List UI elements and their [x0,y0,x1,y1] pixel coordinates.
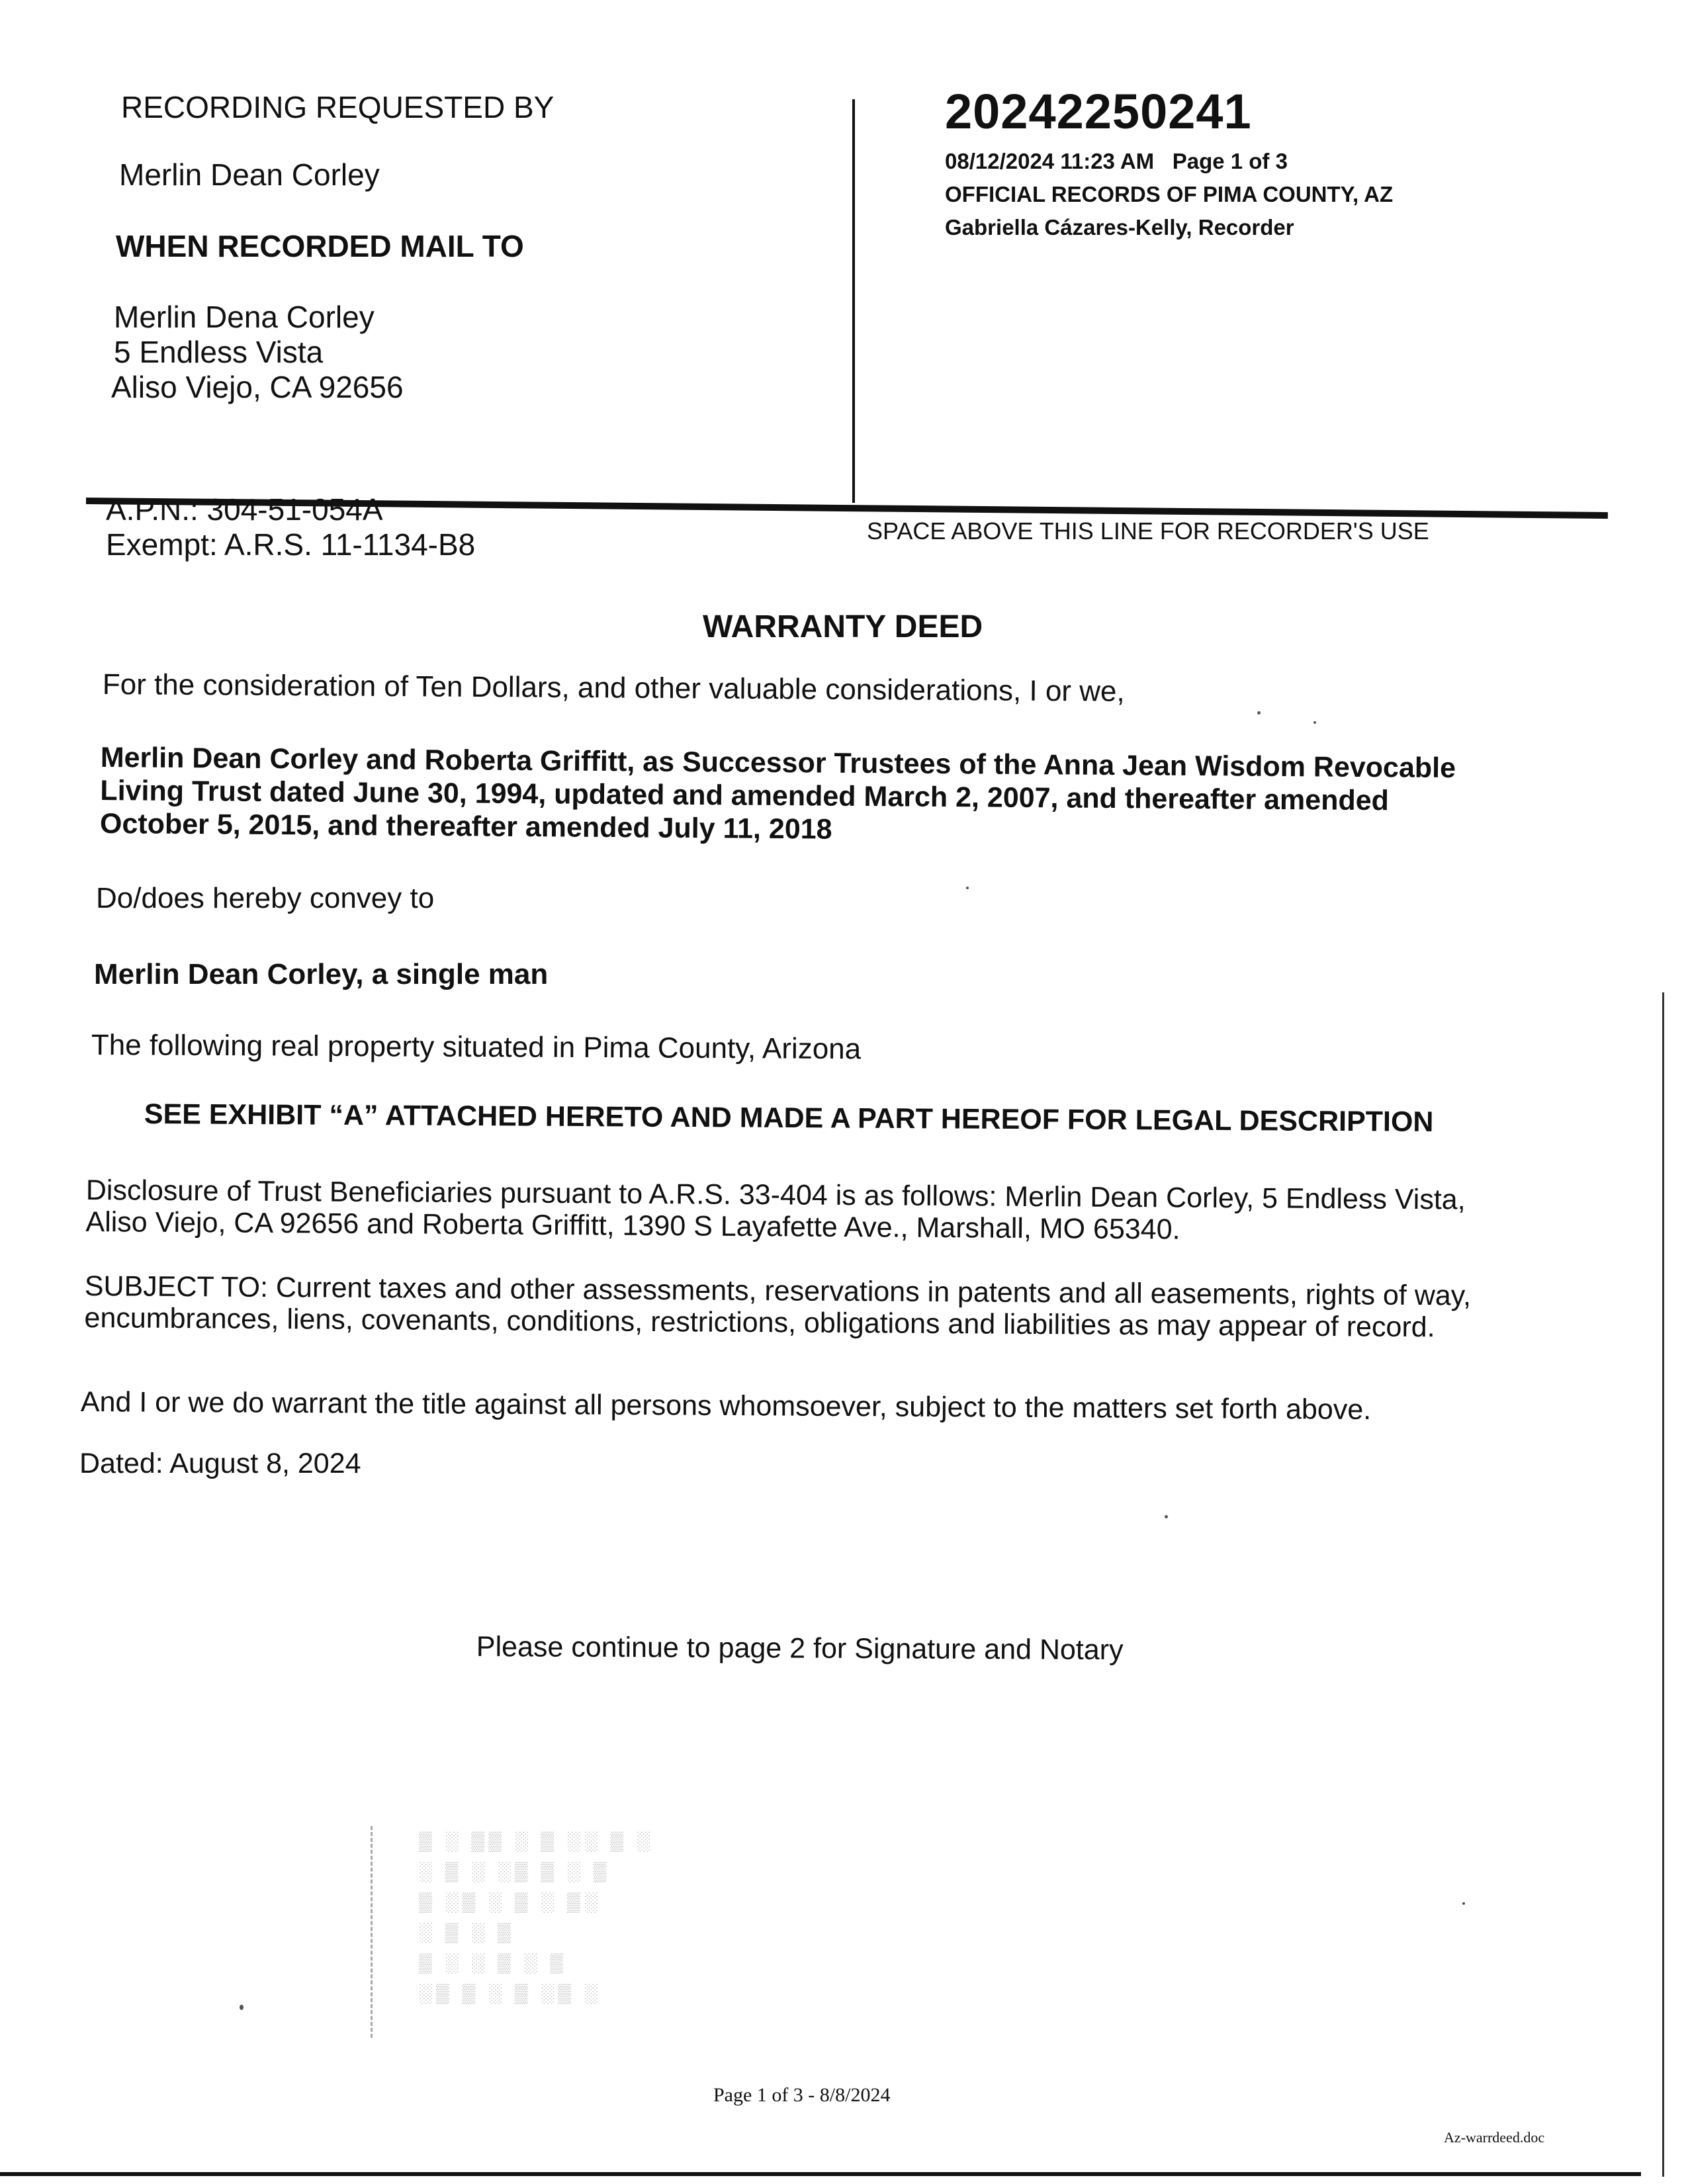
faint-stamp-impression: ▒ ░ ▒▒ ░ ▒ ░░ ▒ ░ ░ ▒ ░ ░▒ ▒ ░ ▒ ▒ ░▒ ░ ▒ ░ ▒░ ░ ▒ ░ ▒ ▒ ░ ░ ▒ ░ ▒ ░▒ ▒ ░ ▒ ░▒ ░ [371,1826,807,2038]
scan-speck [1313,721,1316,724]
grantor-line: October 5, 2015, and thereafter amended July 11, 2018 [99,807,832,846]
record-number: 20242250241 [945,84,1252,139]
grantor-line: Merlin Dean Corley and Roberta Griffitt, as Successor Trustees of the Anna Jean Wisdom Revocable [100,742,1456,785]
exempt-code: Exempt: A.R.S. 11-1134-B8 [106,527,476,562]
subject-to-line: SUBJECT TO: Current taxes and other assessments, reservations in patents and all easements, rights of way, [84,1270,1472,1312]
exhibit-reference: SEE EXHIBIT “A” ATTACHED HERETO AND MADE A PART HEREOF FOR LEGAL DESCRIPTION [144,1098,1434,1138]
page-footer-info: Page 1 of 3 - 8/8/2024 [713,2084,891,2106]
property-text: The following real property situated in Pima County, Arizona [91,1029,862,1066]
record-datetime: 08/12/2024 11:23 AM [945,149,1155,173]
record-page-of: Page 1 of 3 [1172,149,1288,173]
records-office: OFFICIAL RECORDS OF PIMA COUNTY, AZ [945,182,1394,206]
subject-to-line: encumbrances, liens, covenants, conditions, restrictions, obligations and liabilities as may appear of record. [84,1301,1435,1344]
record-datetime-line [945,149,1288,174]
grantor-paragraph [100,741,1456,851]
document-title: WARRANTY DEED [703,609,983,644]
header-divider-vertical [852,99,855,503]
consideration-text: For the consideration of Ten Dollars, and other valuable considerations, I or we, [102,668,1125,708]
continue-note: Please continue to page 2 for Signature and Notary [476,1631,1124,1667]
requested-by-name: Merlin Dean Corley [119,157,380,192]
convey-to-text: Do/does hereby convey to [96,882,435,914]
scan-speck [240,2005,244,2010]
apn: A.P.N.: 304-51-054A [106,492,383,527]
mail-to-street: 5 Endless Vista [114,335,324,369]
page-edge-right [1662,992,1664,2177]
warrant-text: And I or we do warrant the title against all persons whomsoever, subject to the matters set forth above. [80,1386,1372,1426]
scan-speck [966,887,969,889]
recorder-name: Gabriella Cázares-Kelly, Recorder [945,215,1294,240]
scan-speck [1462,1902,1465,1905]
disclosure-line: Aliso Viejo, CA 92656 and Roberta Griffitt, 1390 S Layafette Ave., Marshall, MO 65340. [85,1205,1180,1246]
scan-speck [1165,1515,1168,1518]
recording-requested-label: RECORDING REQUESTED BY [121,90,555,124]
scan-speck [1257,711,1261,715]
mail-to-city: Aliso Viejo, CA 92656 [111,370,404,404]
disclosure-line: Disclosure of Trust Beneficiaries pursuant to A.R.S. 33-404 is as follows: Merlin Dean Corley, 5 Endless Vista, [85,1174,1466,1216]
grantee-text: Merlin Dean Corley, a single man [94,958,549,990]
subject-to-paragraph [84,1270,1471,1344]
mail-to-label: WHEN RECORDED MAIL TO [116,229,524,263]
mail-to-name: Merlin Dena Corley [114,300,375,334]
page-edge-bottom [0,2172,1641,2176]
grantor-line: Living Trust dated June 30, 1994, updated and amended March 2, 2007, and thereafter amended [100,774,1390,817]
space-above-line-note: SPACE ABOVE THIS LINE FOR RECORDER'S USE [867,517,1429,545]
disclosure-paragraph [85,1174,1465,1248]
dated-text: Dated: August 8, 2024 [79,1448,361,1479]
file-name: Az-warrdeed.doc [1444,2129,1545,2146]
